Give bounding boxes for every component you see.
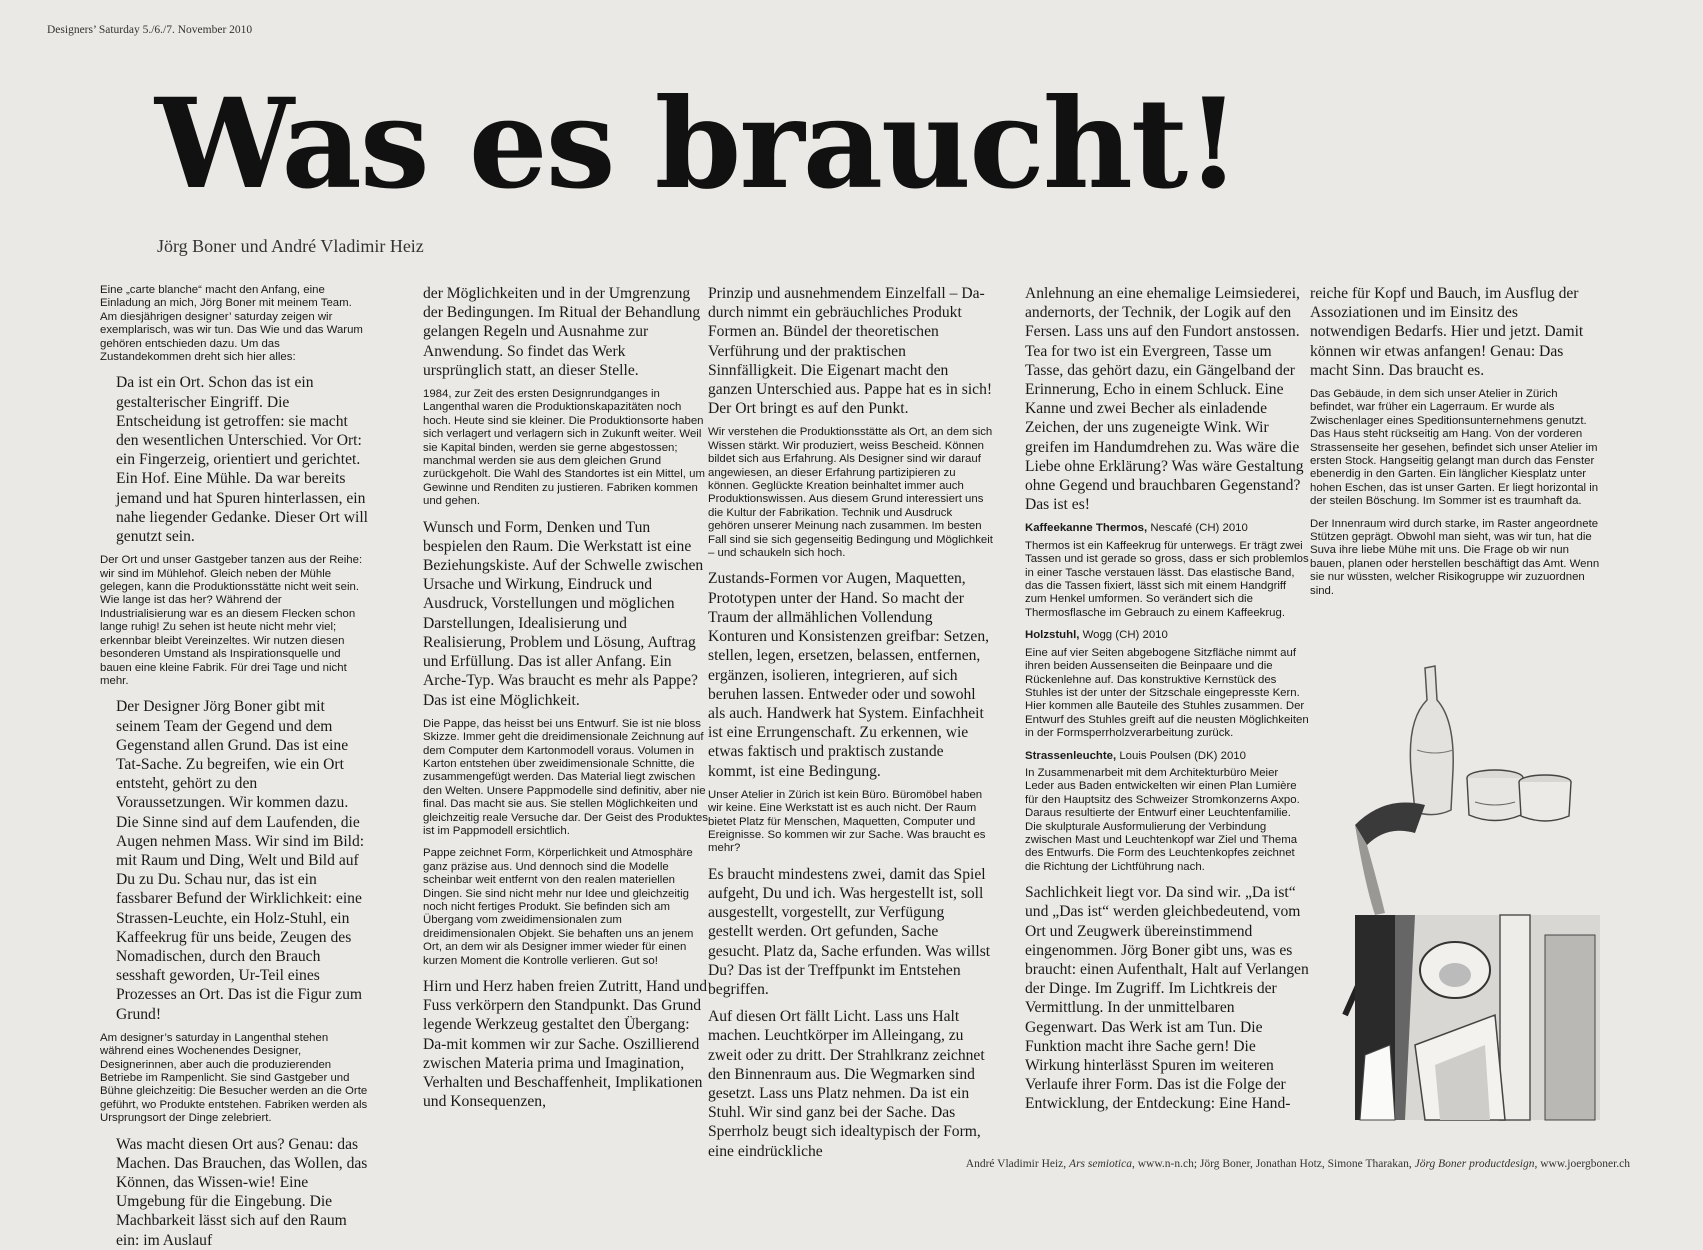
byline: Jörg Boner und André Vladimir Heiz bbox=[157, 236, 424, 256]
product-heading-lamp bbox=[1025, 750, 1310, 763]
product-description: Eine auf vier Seiten abgebogene Sitzfläche nimmt auf ihren beiden Aussenseiten die Beinpaare und die Rückenlehne auf. Das konstruktive Kernstück des Stuhles ist der unter der Sitzschale eingepresste Kern. Hier kommen alle Bauteile des Stuhles zusammen. Der Entwurf des Stuhles greift auf die neusten Möglichkeiten in der Formsperrholzverarbeitung zurück. bbox=[1025, 646, 1309, 740]
headline: Was es braucht! bbox=[155, 72, 1239, 217]
credit-text: , www.n-n.ch; Jörg Boner, Jonathan Hotz, Simone Tharakan, bbox=[1131, 1158, 1415, 1170]
text-column-2 bbox=[423, 284, 708, 1114]
paragraph: Prinzip und ausnehmendem Einzelfall – Da-durch nimmt ein gebräuchliches Produkt Formen an. Bündel der theoretischen Verführung und der praktischen Sinnfälligkeit. Die Eigenart macht den ganzen Unterschied aus. Pappe hat es in sich! Der Ort bringt es auf den Punkt. bbox=[708, 285, 993, 418]
product-photos bbox=[1315, 660, 1615, 1120]
product-meta: Wogg (CH) 2010 bbox=[1082, 629, 1168, 642]
text-column-4 bbox=[1025, 284, 1310, 1114]
paragraph: Zustands-Formen vor Augen, Maquetten, Prototypen unter der Hand. So macht der Traum der allmählichen Vollendung Konturen und Konsistenzen greifbar: Setzen, stellen, legen, ersetzen, belassen, entfernen, ergänzen, isolieren, integrieren, auf sich beruhen lassen. Entweder oder und sowohl als auch. Handwerk hat System. Einfachheit ist eine Errungenschaft. Zu erkennen, wie etwas faktisch und praktisch zustande kommt, ist eine Bedingung. bbox=[708, 570, 990, 780]
paragraph: reiche für Kopf und Bauch, im Ausflug der Assoziationen und im Einsitz des notwendigen Bedarfs. Hier und jetzt. Damit können wir etwas anfangen! Genau: Das macht Sinn. Das braucht es. bbox=[1310, 285, 1584, 379]
street-lamp-photo bbox=[1355, 915, 1600, 1120]
paragraph: Auf diesen Ort fällt Licht. Lass uns Halt machen. Leuchtkörper im Alleingang, zu zweit oder zu dritt. Der Strahlkranz zeichnet den Binnenraum aus. Die Wegmarken sind gesetzt. Lass uns Platz nehmen. Da ist ein Stuhl. Wir sind ganz bei der Sache. Das Sperrholz beugt sich idealtypisch der Form, eine eindrückliche bbox=[708, 1008, 985, 1160]
product-name: Kaffeekanne Thermos, bbox=[1025, 522, 1148, 535]
paragraph: Der Ort und unser Gastgeber tanzen aus der Reihe: wir sind im Mühlehof. Gleich neben der Mühle gelegen, kann die Produktionsstätte nicht weit sein. Wie lange ist das her? Während der Industrialisierung war es an diesem Flecken schon lange ruhig! Zu sehen ist heute nicht mehr viel; erkennbar bleibt Vereinzeltes. Wir nutzen diesen besonderen Umstand als Inspirationsquelle und bauen eine kleine Fabrik. Für drei Tage und nicht mehr. bbox=[100, 554, 363, 687]
paragraph: Pappe zeichnet Form, Körperlichkeit und Atmosphäre ganz präzise aus. Und dennoch sind die Modelle scheinbar weit entfernt von den realen materiellen Dingen. Sie sind nicht mehr nur Idee und gleichzeitig noch nicht fertiges Produkt. Sie befinden sich am Übergang vom zweidimensionalen zum dreidimensionalen Objekt. Sie behaften uns an jenem Ort, an dem wir als Designer immer wieder für einen kurzen Moment die Kontrolle verlieren. Gut so! bbox=[423, 847, 694, 967]
paragraph: Die Pappe, das heisst bei uns Entwurf. Sie ist nie bloss Skizze. Immer geht die dreidimensionale Zeichnung auf dem Computer dem Kartonmodell voraus. Volumen in Karton entstehen über zweidimensionale Schnitte, die zusammengefügt werden. Das Material liegt zwischen den Welten. Unsere Pappmodelle sind definitiv, aber nie final. Das macht sie aus. Sie stellen Möglichkeiten und gleichzeitig reale Versuche dar. Der Geist des Produktes ist im Pappmodell ersichtlich. bbox=[423, 717, 708, 837]
paragraph: Was macht diesen Ort aus? Genau: das Machen. Das Brauchen, das Wollen, das Können, das Wissen-wie! Eine Umgebung für die Eingebung. Die Machbarkeit lässt sich auf den Raum ein: im Auslauf bbox=[116, 1135, 368, 1249]
issue-line: Designers’ Saturday 5./6./7. November 2010 bbox=[47, 24, 253, 36]
product-meta: Nescafé (CH) 2010 bbox=[1150, 522, 1248, 535]
paragraph: Das Gebäude, in dem sich unser Atelier in Zürich befindet, war früher ein Lagerraum. Er wurde als Zwischenlager eines Speditionsunternehmens genutzt. Das Haus steht rückseitig am Hang. Von der vorderen Strassenseite her gesehen, befindet sich unser Atelier im ersten Stock. Hangseitig gelangt man durch das Fenster ebenerdig in den Garten. Ein länglicher Kiesplatz unter hohen Eschen, das ist unser Garten. Er liegt horizontal in der steilen Böschung. Im Sommer ist es traumhaft da. bbox=[1310, 388, 1599, 508]
product-meta: Louis Poulsen (DK) 2010 bbox=[1119, 749, 1246, 762]
product-heading-thermos bbox=[1025, 522, 1310, 535]
paragraph: Sachlichkeit liegt vor. Da sind wir. „Da ist“ und „Das ist“ werden gleichbedeutend, vom Ort und Zeugwerk übereinstimmend eingenommen. Jörg Boner gibt uns, was es braucht: einen Aufenthalt, Halt auf Verlangen der Dinge. Im Zugriff. Im Lichtkreis der Vermittlung. In der unmittelbaren Gegenwart. Das Werk ist am Tun. Die Funktion macht ihre Sache gern! Die Wirkung hinterlässt Spuren im weiteren Verlaufe ihrer Form. Das ist die Folge der Entwicklung, der Entdeckung: Eine Hand- bbox=[1025, 884, 1309, 1113]
paragraph: Wir verstehen die Produktionsstätte als Ort, an dem sich Wissen stärkt. Wir produziert, weiss Bescheid. Können bildet sich aus Erfahrung. Als Designer sind wir darauf angewiesen, an dieser Erfahrung partizipieren zu können. Geglückte Kreation beinhaltet immer auch Produktionswissen. Aus diesem Grund interessiert uns die Kultur der Fabrikation. Technik und Ausdruck gehören unserer Meinung nach zusammen. Im besten Fall sind sie sich gegenseitig Bedingung und Möglichkeit – und schaukeln sich hoch. bbox=[708, 426, 993, 560]
product-name: Strassenleuchte, bbox=[1025, 749, 1117, 762]
text-column-3 bbox=[708, 284, 993, 1160]
credits-footer bbox=[966, 1158, 1630, 1170]
product-heading-chair bbox=[1025, 629, 1310, 642]
paragraph: Am designer’s saturday in Langenthal stehen während eines Wochenendes Designer, Designerinnen, aber auch die produzierenden Betriebe im Rampenlicht. Sie sind Gastgeber und Bühne gleichzeitig: Die Besucher werden an die Orte geführt, wo Produkte entstehen. Fabriken werden als Ursprungsort der Dinge zelebriert. bbox=[100, 1031, 368, 1125]
paragraph: Der Innenraum wird durch starke, im Raster angeordnete Stützen geprägt. Obwohl man sieht, was wir tun, hat die Suva ihre liebe Mühe mit uns. Die Frage ob wir nun bauen, planen oder herstellen beschäftigt das Amt. Wenn sie nur wüssten, welcher Risikogruppe wir zuzuordnen sind. bbox=[1310, 517, 1600, 597]
product-description: In Zusammenarbeit mit dem Architekturbüro Meier Leder aus Baden entwickelten wir einen Plan Lumière für den Hauptsitz des Schweizer Stromkonzerns Axpo. Daraus resultierte der Entwurf einer Leuchtenfamilie. Die skulpturale Ausformulierung der Verbindung zwischen Mast und Leuchtenkopf war Ziel und Thema des Entwurfs. Die Form des Leuchtenkopfes zeichnet die Richtung der Lichtführung nach. bbox=[1025, 766, 1300, 873]
credit-text: , www.joergboner.ch bbox=[1534, 1158, 1630, 1170]
paragraph: Unser Atelier in Zürich ist kein Büro. Büromöbel haben wir keine. Eine Werkstatt ist es auch nicht. Der Raum bietet Platz für Menschen, Maquetten, Computer und Ereignisse. So kommen wir zur Sache. Was braucht es mehr? bbox=[708, 788, 986, 855]
paragraph: 1984, zur Zeit des ersten Designrundganges in Langenthal waren die Produktionskapazitäten noch hoch. Heute sind sie kleiner. Die Produktionsorte haben sich verlagert und verlagern sich in Zukunft weiter. Weil sie Kapital binden, werden sie gerne abgestossen; manchmal werden sie aus dem gleichen Grund zurückgeholt. Die Wahl des Standortes ist ein Mittel, um Gewinne und Renditen zu justieren. Fabriken kommen und gehen. bbox=[423, 388, 705, 508]
product-name: Holzstuhl, bbox=[1025, 629, 1080, 642]
paragraph: Der Designer Jörg Boner gibt mit seinem Team der Gegend und dem Gegenstand allen Grund. Das ist eine Tat-Sache. Zu begreifen, wie ein Ort entsteht, gehört zu den Voraussetzungen. Wir kommen dazu. Die Sinne sind auf dem Laufenden, die Augen nehmen Mass. Wir sind im Bild: mit Raum und Ding, Welt und Bild auf Du zu Du. Schau nur, das ist ein fassbarer Befund der Wirklichkeit: eine Strassen-Leuchte, ein Holz-Stuhl, ein Kaffeekrug für uns beide, Zeugen des Nomadischen, durch den Brauch sesshaft geworden, Ur-Teil eines Prozesses an Ort. Das ist die Figur zum Grund! bbox=[116, 698, 365, 1023]
paragraph: Hirn und Herz haben freien Zutritt, Hand und Fuss verkörpern den Standpunkt. Das Grund legende Werkzeug gestaltet den Übergang: Da-mit kommen wir zur Sache. Oszillierend zwischen Materia prima und Imagination, Verhalten und Beschaffenheit, Implikationen und Konsequenzen, bbox=[423, 978, 708, 1111]
credit-firm: Ars semiotica bbox=[1069, 1158, 1132, 1170]
paragraph: der Möglichkeiten und in der Umgrenzung der Bedingungen. Im Ritual der Behandlung gelangen Regeln und Ausnahme zur Anwendung. So findet das Werk ursprünglich statt, an dieser Stelle. bbox=[423, 285, 701, 379]
paragraph: Da ist ein Ort. Schon das ist ein gestalterischer Eingriff. Die Entscheidung ist getroffen: sie macht den wesentlichen Unterschied. Vor Ort: ein Fingerzeig, orientiert und gerichtet. Ein Hof. Eine Mühle. Da war bereits jemand und hat Spuren hinterlassen, ein nahe liegender Gedanke. Dieser Ort will genutzt sein. bbox=[116, 374, 368, 546]
text-column-1 bbox=[100, 284, 370, 1249]
paragraph: Eine „carte blanche“ macht den Anfang, eine Einladung an mich, Jörg Boner mit meinem Team. Am diesjährigen designer’ saturday zeigen wir exemplarisch, was wir tun. Das Wie und das Warum gehören entschieden dazu. Um das Zustandekommen dreht sich hier alles: bbox=[100, 284, 363, 364]
paragraph: Wunsch und Form, Denken und Tun bespielen den Raum. Die Werkstatt ist eine Beziehungskiste. Auf der Schwelle zwischen Ursache und Wirkung, Eindruck und Ausdruck, Vorstellungen und möglichen Darstellungen, Idealisierung und Realisierung, Problem und Lösung, Auftrag und Erfüllung. Das ist aller Anfang. Ein Arche-Typ. Was braucht es mehr als Pappe? Das ist eine Möglichkeit. bbox=[423, 518, 704, 709]
paragraph: Es braucht mindestens zwei, damit das Spiel aufgeht, Du und ich. Was hergestellt ist, soll ausgestellt, vorgestellt, zur Verfügung gestellt werden. Ort gefunden, Sache gesucht. Platz da, Sache erfunden. Was willst Du? Das ist der Treffpunkt im Entstehen begriffen. bbox=[708, 865, 991, 998]
credit-firm: Jörg Boner productdesign bbox=[1414, 1158, 1535, 1170]
credit-text: André Vladimir Heiz, bbox=[965, 1158, 1070, 1170]
product-description: Thermos ist ein Kaffeekrug für unterwegs. Er trägt zwei Tassen und ist gerade so gross, dass er sich problemlos in einer Tasche verstauen lässt. Das elastische Band, das die Tassen fixiert, lässt sich mit einem Handgriff zum Henkel umformen. So verändert sich die Thermosflasche im Gebrauch zu einem Kaffeekrug. bbox=[1025, 539, 1309, 619]
paragraph: Anlehnung an eine ehemalige Leimsiederei, andernorts, der Technik, der Logik auf den Fersen. Lass uns auf den Fundort anstossen. Tea for two ist ein Evergreen, Tasse um Tasse, das gehört dazu, ein Gängelband der Erinnerung, Echo in einem Schluck. Eine Kanne und zwei Becher als einladende Zeichen, der uns zugeneigte Wink. Wir greifen im Handumdrehen zu. Was wäre die Liebe ohne Erklärung? Was wäre Gestaltung ohne Gegend und brauchbaren Gegenstand? Das ist es! bbox=[1025, 285, 1304, 514]
